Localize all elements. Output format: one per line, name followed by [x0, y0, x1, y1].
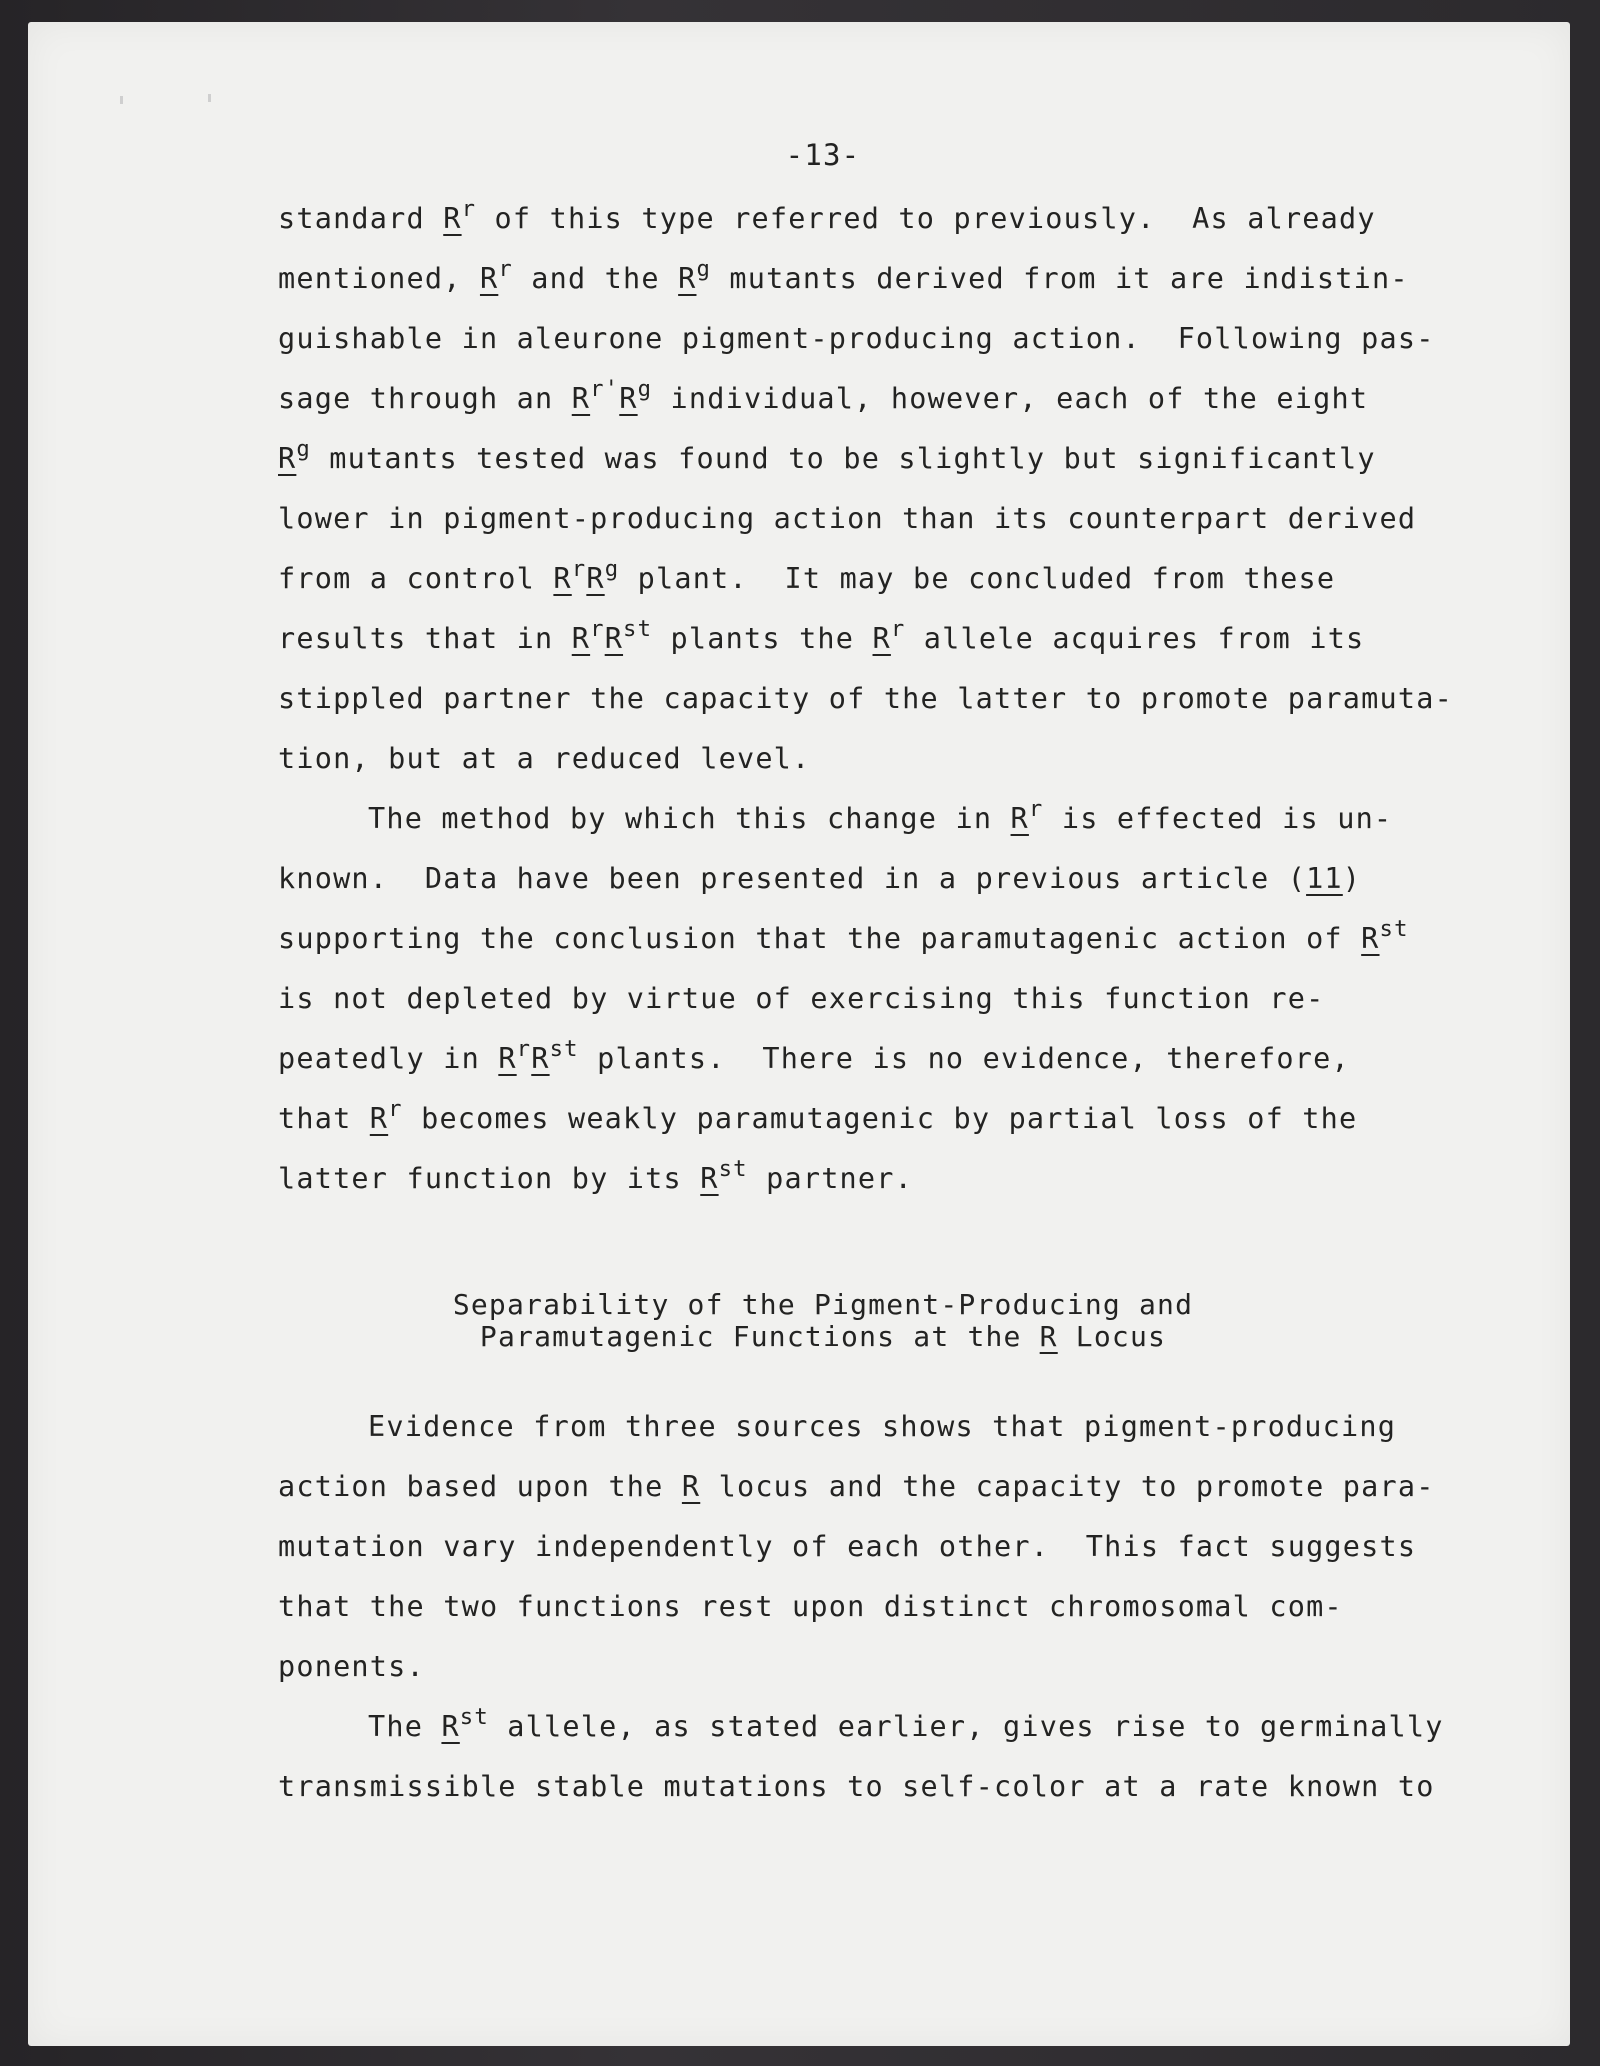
edge-mark	[120, 96, 123, 104]
text-line: transmissible stable mutations to self-color at a rate known to	[278, 1770, 1435, 1803]
document-page	[28, 22, 1570, 2046]
text-line: stippled partner the capacity of the latter to promote paramuta-	[278, 682, 1453, 715]
page-number: -13-	[785, 138, 861, 172]
heading-line: Paramutagenic Functions at the R Locus	[479, 1320, 1167, 1353]
text-line: that the two functions rest upon distinct chromosomal com-	[278, 1590, 1343, 1623]
edge-mark	[208, 94, 211, 102]
text-line: known. Data have been presented in a previous article (11)	[278, 862, 1362, 895]
text-line: action based upon the R locus and the capacity to promote para-	[278, 1470, 1435, 1503]
text-line: lower in pigment-producing action than its counterpart derived	[278, 502, 1417, 535]
text-line: ponents.	[278, 1650, 425, 1683]
text-line: sage through an $R^{r'}R^g$ individual, however, each of the eight	[278, 375, 1369, 415]
text-line: mutation vary independently of each other. This fact suggests	[278, 1530, 1417, 1563]
text-line: is not depleted by virtue of exercising this function re-	[278, 982, 1325, 1015]
text-line: peatedly in $R^rR^{st}$ plants. There is no evidence, therefore,	[278, 1035, 1350, 1075]
text-line: tion, but at a reduced level.	[278, 742, 811, 775]
text-line: mentioned, $R^r$ and the $R^g$ mutants derived from it are indistin-	[278, 255, 1409, 295]
text-line: results that in $R^rR^{st}$ plants the $R^r$ allele acquires from its	[278, 615, 1365, 655]
text-line: $R^g$ mutants tested was found to be slightly but significantly	[278, 435, 1376, 475]
text-line: The $R^{st}$ allele, as stated earlier, gives rise to germinally	[368, 1703, 1444, 1743]
text-line: standard $R^r$ of this type referred to previously. As already	[278, 195, 1376, 235]
text-line: guishable in aleurone pigment-producing action. Following pas-	[278, 322, 1435, 355]
reference-number: 11	[1306, 862, 1343, 895]
text-line: Evidence from three sources shows that pigment-producing	[368, 1410, 1397, 1443]
text-line: from a control $R^rR^g$ plant. It may be concluded from these	[278, 555, 1336, 595]
text-line: that $R^r$ becomes weakly paramutagenic by partial loss of the	[278, 1095, 1358, 1135]
text-line: latter function by its $R^{st}$ partner.	[278, 1155, 913, 1195]
heading-line: Separability of the Pigment-Producing and	[452, 1288, 1194, 1321]
text-line: supporting the conclusion that the paramutagenic action of $R^{st}$	[278, 915, 1409, 955]
text-line: The method by which this change in $R^r$ is effected is un-	[368, 795, 1393, 835]
